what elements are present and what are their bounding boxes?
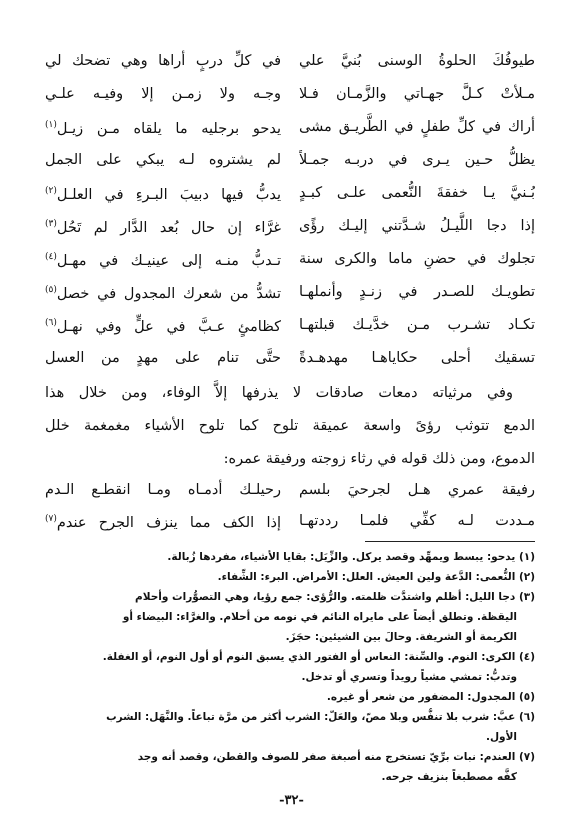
poem-verse xyxy=(45,79,535,109)
verse-second-hemistich: في كلِّ دربٍ أراها وهي تضحك لي xyxy=(45,53,281,69)
verse-second-hemistich: غرَّاء إن حال بُعد الدَّار لم تَحُل$^{(٣)}$ xyxy=(45,219,281,236)
verse-second-hemistich: يدحو برجليه ما يلقاه مـن زيـل$^{(١)}$ xyxy=(45,120,281,137)
footnote-line: اليقظة. وتطلق أيضاً على مايراه النائم في نومه من أحلام. والغرَّاء: البيضاء أو xyxy=(122,611,517,623)
footnote-line: (٤) الكرى: النوم. والسِّنة: النعاس أو الفتور الذي يسبق النوم أو أول النوم، أو الغفلة. xyxy=(102,651,535,663)
footnote-marker: (٤) xyxy=(45,252,57,263)
footnote-line: (٥) المجدول: المضفور من شعر أو غيره. xyxy=(326,691,535,703)
verse-first-hemistich: مـلأتْ كـلَّ جهـاتي والزَّمـان فـلا xyxy=(299,86,535,102)
verse-second-hemistich: رحيلـك أدمـاه ومـا انقطـع الـدم xyxy=(45,482,281,498)
footnote-separator xyxy=(365,541,535,542)
verse-second-hemistich: كظامئٍ عـبَّ في علٍّ وفي نهـل$^{(٦)}$ xyxy=(45,318,281,335)
verse-second-hemistich: تـدبُّ منـه إلى عينيـك في مهـل$^{(٤)}$ xyxy=(45,252,281,269)
verse-second-hemistich: يدبُّ فيها دبيبَ البـرءِ في العلـل$^{(٢)}$ xyxy=(45,186,281,203)
verse-second-hemistich: تشدُّ من شعرك المجدول في خصل$^{(٥)}$ xyxy=(45,285,281,302)
verse-first-hemistich: بُـنيَّ يـا خفقةَ النُّعمى علـى كبـدٍ xyxy=(299,185,535,201)
verse-first-hemistich: يظلُّ حـين يـرى في دربـه جمـلاً xyxy=(299,152,535,168)
footnote-line: (٦) عبَّ: شرب بلا تنفُّس وبلا مصّ، والعَلّ: الشرب أكثر من مرَّة تباعاً. والنَّهَل: الشرب xyxy=(106,711,535,723)
poem-verse xyxy=(45,475,535,505)
footnote-line: (٧) العندم: نبات برِّيّ تستخرج منه أصبغة صفر للصوف والقطن، وقصد أنه وجد xyxy=(137,751,535,763)
poem-verse xyxy=(45,46,535,76)
footnote-marker: (٢) xyxy=(45,186,57,197)
footnote-marker: (٦) xyxy=(45,318,57,329)
footnote-marker: (١) xyxy=(45,120,57,131)
footnote-line: وتدبُّ: تمشي مشياً رويداً وتسري أو تدخل. xyxy=(301,671,517,683)
poem-verse xyxy=(45,178,535,208)
prose-line: وفي مرثياته دمعات صادقات لا يذرفها إلاَّ الوفاء، ومن خلال هذا xyxy=(45,385,513,401)
verse-first-hemistich: طيوفُكَ الحلوةُ الوسنى بُنيَّ علي xyxy=(299,53,535,69)
footnote-line: كفَّه مصطبغاً بنزيف جرحه. xyxy=(381,771,517,783)
verse-first-hemistich: أراك في كلِّ طفلٍ في الطَّريـق مشى xyxy=(299,119,535,135)
footnote-marker: (٣) xyxy=(45,219,57,230)
footnote-line: (٣) دجا الليل: أظلم واشتدَّت ظلمته. والرُّؤى: جمع رؤيا، وهي التصوُّرات وأحلام xyxy=(135,591,535,603)
verse-first-hemistich: رفيقة عمري هـل لجرحيَ بلسم xyxy=(299,482,535,498)
footnote-line: الأول. xyxy=(485,731,517,743)
poem-verse xyxy=(45,244,535,274)
page-number: -٣٢- xyxy=(279,793,304,808)
prose-line: الدموع، ومن ذلك قوله في رثاء زوجته ورفيقة عمره: xyxy=(223,451,535,467)
verse-first-hemistich: تسقيك أحلى حكاياهـا مهدهـدةً xyxy=(299,350,535,366)
poem-verse xyxy=(45,343,535,373)
verse-second-hemistich: لم يشتروه لـه يبكي على الجمل xyxy=(45,152,281,168)
verse-first-hemistich: مـددت لـه كفِّي فلمـا رددتهـا xyxy=(299,513,535,529)
footnote-line: (١) يدحو: يبسط ويمهِّد وقصد يركل. والزِّيَل: بقايا الأشياء، مفردها زُبالة. xyxy=(167,551,535,563)
footnote-line: الكريمة أو الشريفة. وحالَ بين الشيئين: حجَزَ. xyxy=(285,631,517,643)
verse-second-hemistich: وجـه ولا زمـن إلا وفيـه علـي xyxy=(45,86,281,102)
poem-verse xyxy=(45,145,535,175)
footnote-marker: (٧) xyxy=(45,514,57,525)
poem-verse xyxy=(45,506,535,536)
poem-verse xyxy=(45,310,535,340)
poem-verse xyxy=(45,211,535,241)
verse-first-hemistich: تجلوك في حضنِ ماما والكرى سنة xyxy=(299,251,535,267)
verse-first-hemistich: إذا دجا اللَّيـلُ شـدَّتني إليـك رؤًى xyxy=(299,218,535,234)
poem-verse xyxy=(45,277,535,307)
prose-line: الدمع تتوثب رؤىً واسعة عميقة تلوح كما تلوح الأشياء مغمغمة خلل xyxy=(45,418,535,434)
footnote-line: (٢) النُّعمى: الدَّعة ولين العيش. العلل: الأمراض. البرء: الشِّفاء. xyxy=(217,571,535,583)
verse-first-hemistich: تطويـك للصـدر في زنـدٍ وأنملهـا xyxy=(299,284,535,300)
verse-second-hemistich: حتَّى تنام على مهدٍ من العسل xyxy=(45,350,281,366)
footnote-marker: (٥) xyxy=(45,285,57,296)
verse-first-hemistich: تكـاد تشـرب مـن خدَّيـك قبلتهـا xyxy=(299,317,535,333)
poem-verse xyxy=(45,112,535,142)
verse-second-hemistich: إذا الكف مما ينزف الجرح عندم$^{(٧)}$ xyxy=(45,514,281,531)
